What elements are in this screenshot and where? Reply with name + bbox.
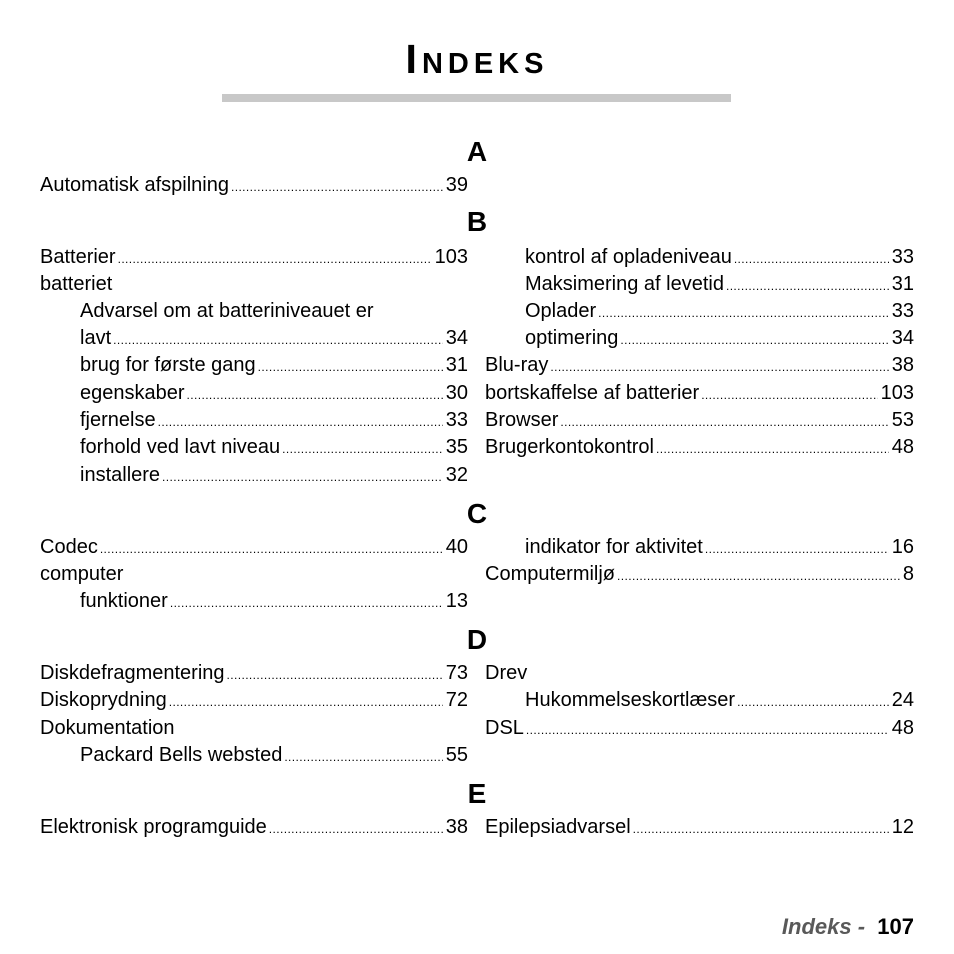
index-entry: Diskdefragmentering ..... 73 [40, 660, 468, 689]
index-subentry: forhold ved lavt niveau ..... 35 [80, 434, 468, 463]
page-number: 107 [877, 914, 914, 939]
page-title: INDEKS [405, 36, 549, 82]
index-entry: Browser ..... 53 [485, 407, 914, 436]
section-letter-e: E [467, 778, 487, 809]
index-entry: Brugerkontokontrol ..... 48 [485, 434, 914, 463]
index-subentry: Packard Bells websted ..... 55 [80, 742, 468, 771]
index-subentry: fjernelse ..... 33 [80, 407, 468, 436]
index-subentry: Oplader ..... 33 [525, 298, 914, 327]
index-subentry: lavt ..... 34 [80, 325, 468, 354]
index-entry: Batterier ..... 103 [40, 244, 468, 273]
footer-label: Indeks - [781, 914, 866, 939]
index-entry: DSL ..... 48 [485, 715, 914, 744]
section-letter-c: C [466, 498, 488, 529]
index-subentry: optimering ..... 34 [525, 325, 914, 354]
index-subentry: Hukommelseskortlæser ..... 24 [525, 687, 914, 716]
index-entry: Epilepsiadvarsel ..... 12 [485, 814, 914, 843]
index-entry: Diskoprydning ..... 72 [40, 687, 468, 716]
index-entry: bortskaffelse af batterier ..... 103 [485, 380, 914, 409]
index-subentry: indikator for aktivitet ..... 16 [525, 534, 914, 563]
index-subentry: Maksimering af levetid ..... 31 [525, 271, 914, 300]
index-subentry: kontrol af opladeniveau ..... 33 [525, 244, 914, 273]
index-subentry: egenskaber ..... 30 [80, 380, 468, 409]
index-entry: Dokumentation [40, 717, 175, 739]
index-subentry: brug for første gang ..... 31 [80, 352, 468, 381]
section-letter-b: B [466, 206, 488, 237]
page-footer [782, 914, 914, 940]
index-entry: Computermiljø ..... 8 [485, 561, 914, 590]
index-subentry: Advarsel om at batteriniveauet er [80, 300, 374, 322]
section-letter-d: D [466, 624, 488, 655]
section-letter-a: A [466, 136, 488, 167]
index-entry: Drev [485, 662, 528, 684]
index-subentry: installere ..... 32 [80, 462, 468, 491]
index-entry: Codec ..... 40 [40, 534, 468, 563]
index-entry: Automatisk afspilning ..... 39 [40, 172, 468, 201]
index-entry: Elektronisk programguide ..... 38 [40, 814, 468, 843]
index-entry: computer [40, 563, 124, 585]
index-entry: Blu-ray ..... 38 [485, 352, 914, 381]
index-entry: batteriet [40, 273, 113, 295]
index-subentry: funktioner ..... 13 [80, 588, 468, 617]
title-divider [222, 94, 731, 102]
